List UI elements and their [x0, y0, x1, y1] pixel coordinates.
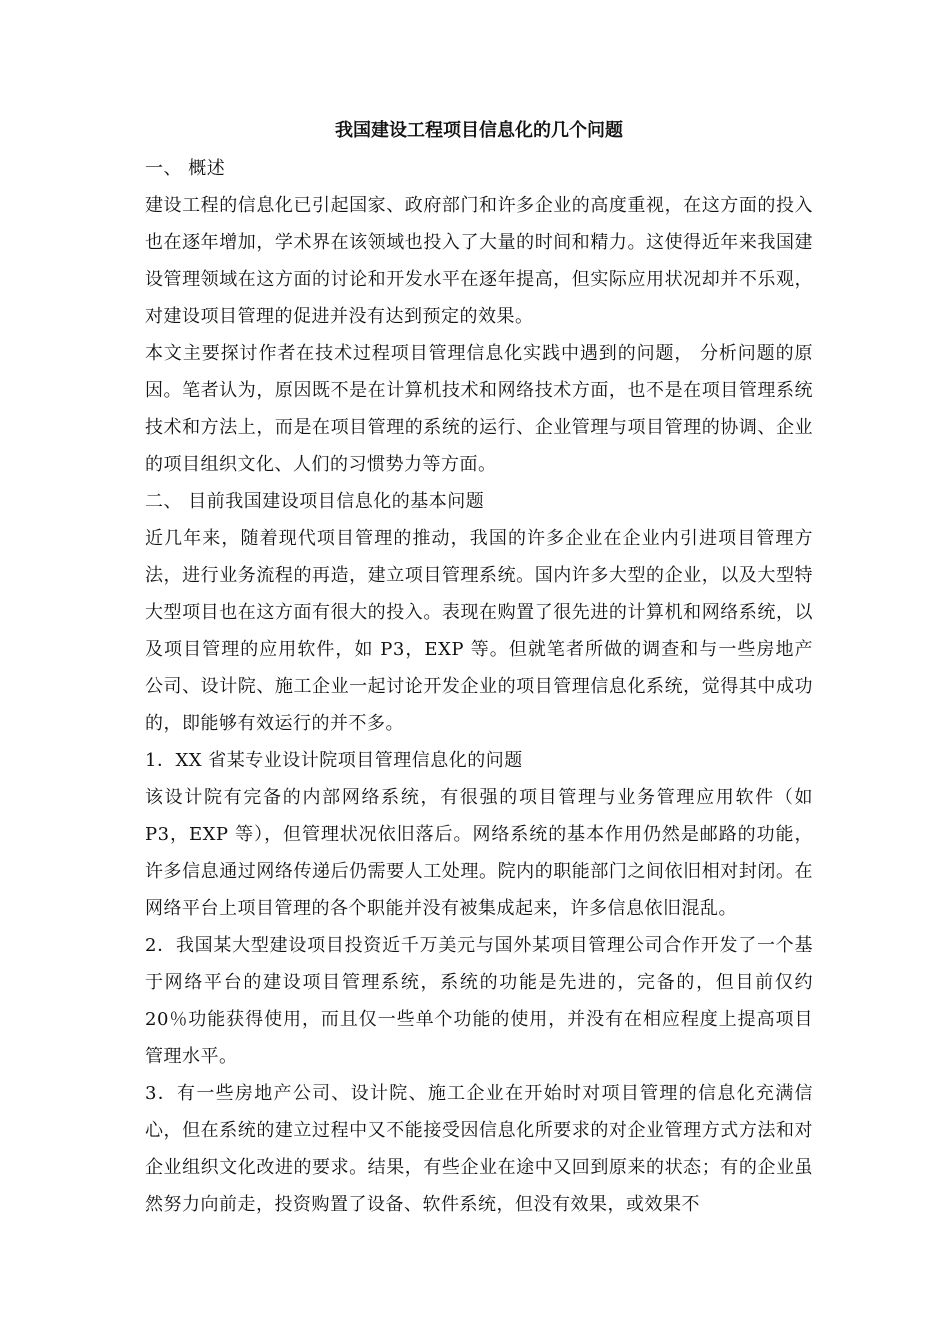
section-heading-basic-problems: 二、 目前我国建设项目信息化的基本问题: [145, 491, 485, 512]
paragraph-item-1: 该设计院有完备的内部网络系统，有很强的项目管理与业务管理应用软件（如 P3，EXP 等），但管理状况依旧落后。网络系统的基本作用仍然是邮路的功能，许多信息通过网络传递后仍需要人工处理。院内的职能部门之间依旧相对封闭。在网络平台上项目管理的各个职能并没有被集成起来，许多信息依旧混乱。: [145, 787, 813, 919]
document-title: 我国建设工程项目信息化的几个问题: [335, 120, 623, 141]
paragraph-item-2: 2．我国某大型建设项目投资近千万美元与国外某项目管理公司合作开发了一个基于网络平台的建设项目管理系统，系统的功能是先进的，完备的，但目前仅约 20％功能获得使用，而且仅一些单个功能的使用，并没有在相应程度上提高项目管理水平。: [145, 935, 813, 1067]
paragraph-item-3: 3．有一些房地产公司、设计院、施工企业在开始时对项目管理的信息化充满信心，但在系统的建立过程中又不能接受因信息化所要求的对企业管理方式方法和对企业组织文化改进的要求。结果，有些企业在途中又回到原来的状态；有的企业虽然努力向前走，投资购置了设备、软件系统，但没有效果，或效果不: [145, 1083, 813, 1215]
paragraph-basic-problems: 近几年来，随着现代项目管理的推动，我国的许多企业在企业内引进项目管理方法，进行业务流程的再造，建立项目管理系统。国内许多大型的企业，以及大型特大型项目也在这方面有很大的投入。表现在购置了很先进的计算机和网络系统，以及项目管理的应用软件，如 P3，EXP 等。但就笔者所做的调查和与一些房地产公司、设计院、施工企业一起讨论开发企业的项目管理信息化系统，觉得其中成功的，即能够有效运行的并不多。: [145, 528, 813, 734]
section-heading-overview: 一、 概述: [145, 158, 226, 179]
paragraph-overview-2: 本文主要探讨作者在技术过程项目管理信息化实践中遇到的问题， 分析问题的原因。笔者认为，原因既不是在计算机技术和网络技术方面，也不是在项目管理系统技术和方法上，而是在项目管理的系统的运行、企业管理与项目管理的协调、企业的项目组织文化、人们的习惯势力等方面。: [145, 343, 813, 475]
document-page: [145, 118, 813, 1318]
paragraph-overview-1: 建设工程的信息化已引起国家、政府部门和许多企业的高度重视，在这方面的投入也在逐年增加，学术界在该领域也投入了大量的时间和精力。这使得近年来我国建设管理领域在这方面的讨论和开发水平在逐年提高，但实际应用状况却并不乐观，对建设项目管理的促进并没有达到预定的效果。: [145, 195, 813, 327]
item-heading-1: 1．XX 省某专业设计院项目管理信息化的问题: [145, 750, 523, 771]
